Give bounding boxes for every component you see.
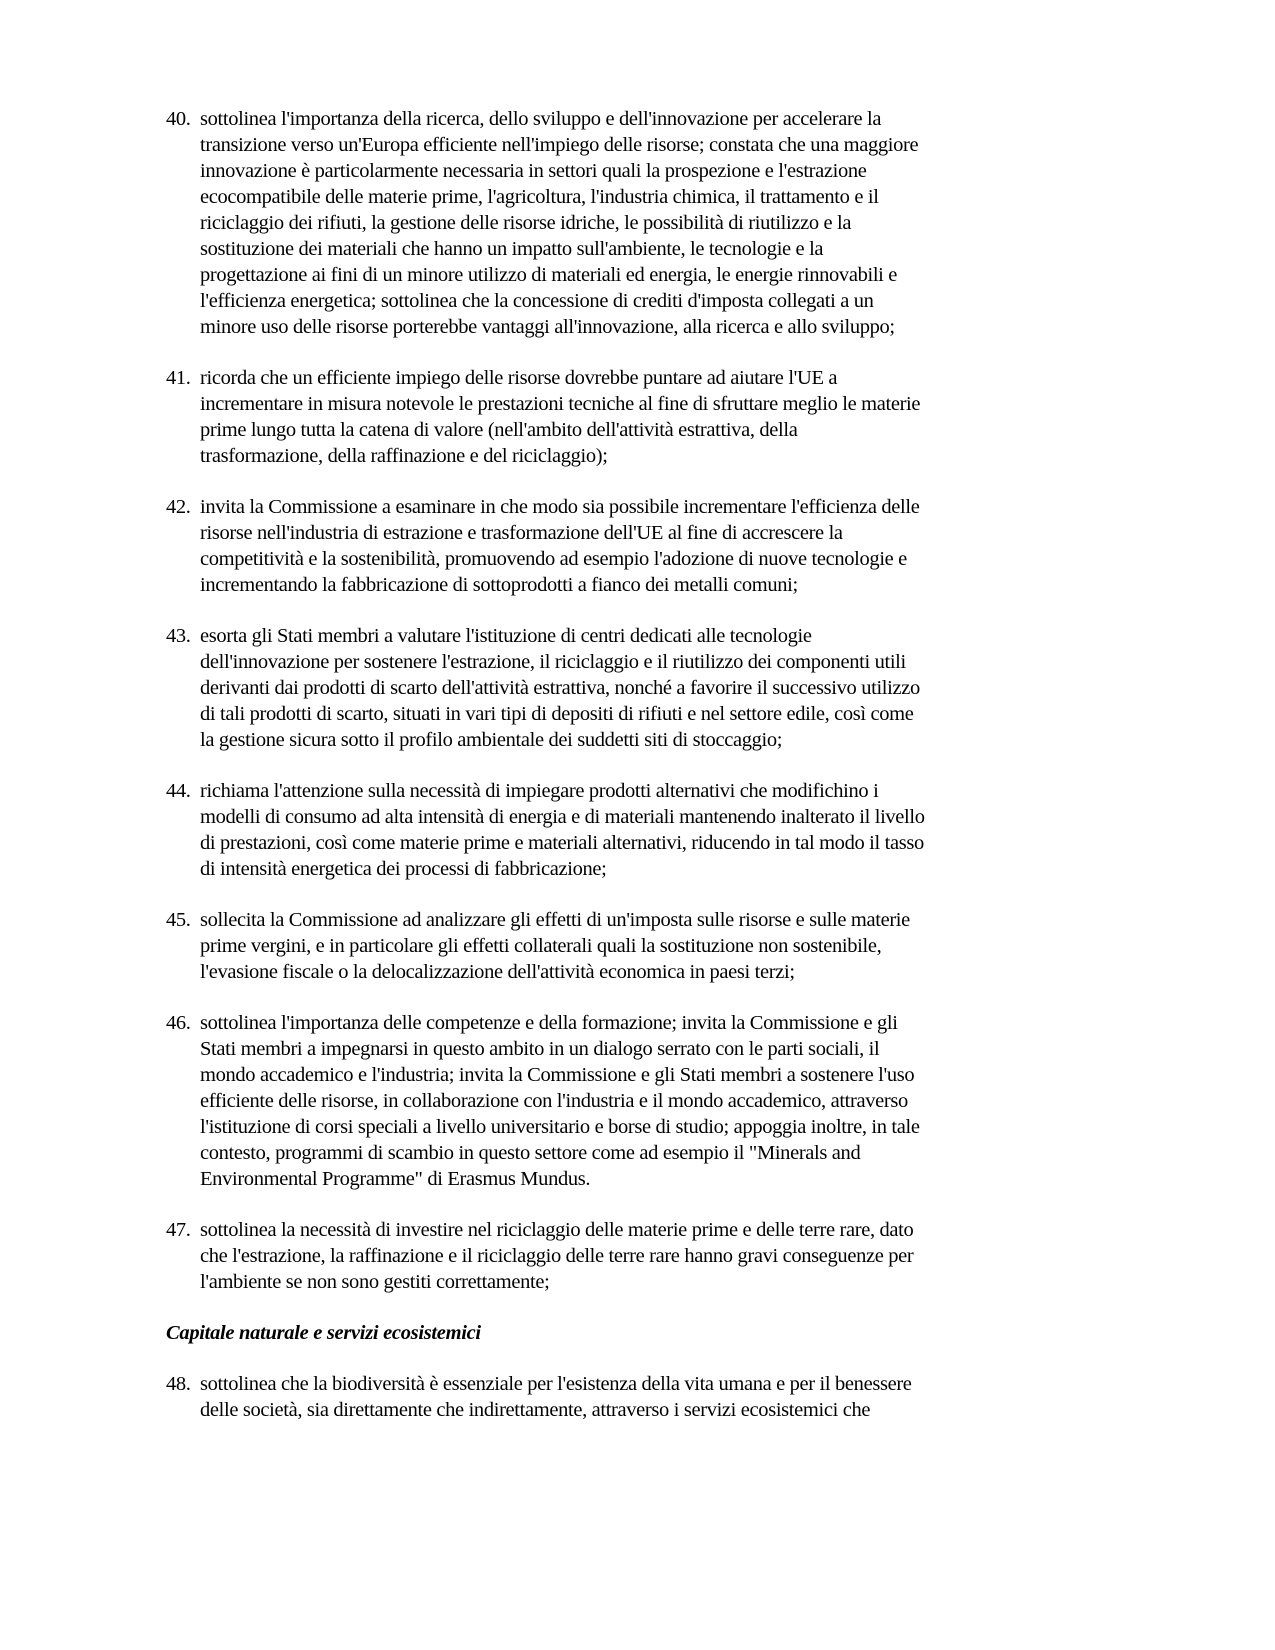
paragraph-text-line: prime lungo tutta la catena di valore (nell'ambito dell'attività estrattiva, della	[200, 419, 798, 441]
paragraph-text-line: di intensità energetica dei processi di fabbricazione;	[200, 858, 607, 880]
numbered-paragraph	[166, 623, 1086, 753]
paragraph-text-line: efficiente delle risorse, in collaborazione con l'industria e il mondo accademico, attraverso	[200, 1090, 908, 1112]
paragraph-text-line: l'efficienza energetica; sottolinea che la concessione di crediti d'imposta collegati a un	[200, 290, 874, 312]
paragraph-text-line: dell'innovazione per sostenere l'estrazione, il riciclaggio e il riutilizzo dei componenti utili	[200, 651, 906, 673]
paragraph-text-line: delle società, sia direttamente che indirettamente, attraverso i servizi ecosistemici che	[200, 1399, 871, 1421]
paragraph-text-line: l'ambiente se non sono gestiti correttamente;	[200, 1271, 550, 1293]
paragraph-text-line: modelli di consumo ad alta intensità di energia e di materiali mantenendo inalterato il livello	[200, 806, 925, 828]
paragraph-text-line: trasformazione, della raffinazione e del riciclaggio);	[200, 445, 608, 467]
numbered-paragraph	[166, 1010, 1086, 1192]
numbered-paragraph	[166, 106, 1086, 340]
numbered-paragraph	[166, 1217, 1086, 1295]
numbered-paragraph	[166, 907, 1086, 985]
paragraph-text-line: risorse nell'industria di estrazione e trasformazione dell'UE al fine di accrescere la	[200, 522, 843, 544]
paragraph-text-line: sottolinea l'importanza delle competenze e della formazione; invita la Commissione e gli	[200, 1012, 898, 1034]
paragraph-number: 44.	[166, 780, 191, 802]
paragraph-text-line: sottolinea che la biodiversità è essenziale per l'esistenza della vita umana e per il benessere	[200, 1373, 912, 1395]
paragraph-text-line: competitività e la sostenibilità, promuovendo ad esempio l'adozione di nuove tecnologie e	[200, 548, 907, 570]
paragraph-list	[166, 106, 1086, 1295]
paragraph-text-line: prime vergini, e in particolare gli effetti collaterali quali la sostituzione non sostenibile,	[200, 935, 882, 957]
paragraph-text-line: esorta gli Stati membri a valutare l'istituzione di centri dedicati alle tecnologie	[200, 625, 812, 647]
paragraph-text-line: invita la Commissione a esaminare in che modo sia possibile incrementare l'efficienza delle	[200, 496, 920, 518]
paragraph-text-line: mondo accademico e l'industria; invita la Commissione e gli Stati membri a sostenere l'uso	[200, 1064, 915, 1086]
paragraph-text-line: progettazione ai fini di un minore utilizzo di materiali ed energia, le energie rinnovabili e	[200, 264, 898, 286]
paragraph-text-line: richiama l'attenzione sulla necessità di impiegare prodotti alternativi che modifichino i	[200, 780, 879, 802]
numbered-paragraph	[166, 494, 1086, 598]
paragraph-text-line: innovazione è particolarmente necessaria in settori quali la prospezione e l'estrazione	[200, 160, 867, 182]
paragraph-text-line: ricorda che un efficiente impiego delle risorse dovrebbe puntare ad aiutare l'UE a	[200, 367, 838, 389]
paragraph-number: 42.	[166, 496, 191, 518]
paragraph-text-line: di tali prodotti di scarto, situati in vari tipi di depositi di rifiuti e nel settore edile, così come	[200, 703, 914, 725]
paragraph-text-line: Environmental Programme" di Erasmus Mundus.	[200, 1168, 591, 1190]
paragraph-text-line: l'evasione fiscale o la delocalizzazione dell'attività economica in paesi terzi;	[200, 961, 795, 983]
paragraph-number: 40.	[166, 108, 191, 130]
numbered-paragraph	[166, 365, 1086, 469]
paragraph-text-line: l'istituzione di corsi speciali a livello universitario e borse di studio; appoggia inoltre, in tale	[200, 1116, 920, 1138]
paragraph-text-line: la gestione sicura sotto il profilo ambientale dei suddetti siti di stoccaggio;	[200, 729, 783, 751]
paragraph-text-line: contesto, programmi di scambio in questo settore come ad esempio il "Minerals and	[200, 1142, 861, 1164]
paragraph-text-line: Stati membri a impegnarsi in questo ambito in un dialogo serrato con le parti sociali, il	[200, 1038, 880, 1060]
paragraph-number: 41.	[166, 367, 191, 389]
numbered-paragraph	[166, 1371, 1086, 1423]
section-paragraph-list	[166, 1371, 1086, 1423]
paragraph-text-line: di prestazioni, così come materie prime e materiali alternativi, riducendo in tal modo il tasso	[200, 832, 924, 854]
paragraph-text-line: ecocompatibile delle materie prime, l'agricoltura, l'industria chimica, il trattamento e il	[200, 186, 879, 208]
paragraph-number: 43.	[166, 625, 191, 647]
paragraph-text-line: sottolinea la necessità di investire nel riciclaggio delle materie prime e delle terre rare, dato	[200, 1219, 914, 1241]
paragraph-number: 48.	[166, 1373, 191, 1395]
paragraph-text-line: incrementare in misura notevole le prestazioni tecniche al fine di sfruttare meglio le materie	[200, 393, 921, 415]
paragraph-number: 47.	[166, 1219, 191, 1241]
document-page	[166, 106, 1086, 1448]
paragraph-text-line: riciclaggio dei rifiuti, la gestione delle risorse idriche, le possibilità di riutilizzo e la	[200, 212, 852, 234]
paragraph-text-line: incrementando la fabbricazione di sottoprodotti a fianco dei metalli comuni;	[200, 574, 798, 596]
paragraph-text-line: che l'estrazione, la raffinazione e il riciclaggio delle terre rare hanno gravi conseguenze per	[200, 1245, 914, 1267]
paragraph-text-line: derivanti dai prodotti di scarto dell'attività estrattiva, nonché a favorire il successivo utilizzo	[200, 677, 920, 699]
section-heading: Capitale naturale e servizi ecosistemici	[166, 1322, 481, 1344]
paragraph-text-line: sostituzione dei materiali che hanno un impatto sull'ambiente, le tecnologie e la	[200, 238, 824, 260]
paragraph-text-line: sollecita la Commissione ad analizzare gli effetti di un'imposta sulle risorse e sulle materie	[200, 909, 910, 931]
paragraph-text-line: transizione verso un'Europa efficiente nell'impiego delle risorse; constata che una maggiore	[200, 134, 919, 156]
paragraph-text-line: minore uso delle risorse porterebbe vantaggi all'innovazione, alla ricerca e allo sviluppo;	[200, 316, 895, 338]
paragraph-text-line: sottolinea l'importanza della ricerca, dello sviluppo e dell'innovazione per accelerare la	[200, 108, 882, 130]
numbered-paragraph	[166, 778, 1086, 882]
paragraph-number: 45.	[166, 909, 191, 931]
paragraph-number: 46.	[166, 1012, 191, 1034]
